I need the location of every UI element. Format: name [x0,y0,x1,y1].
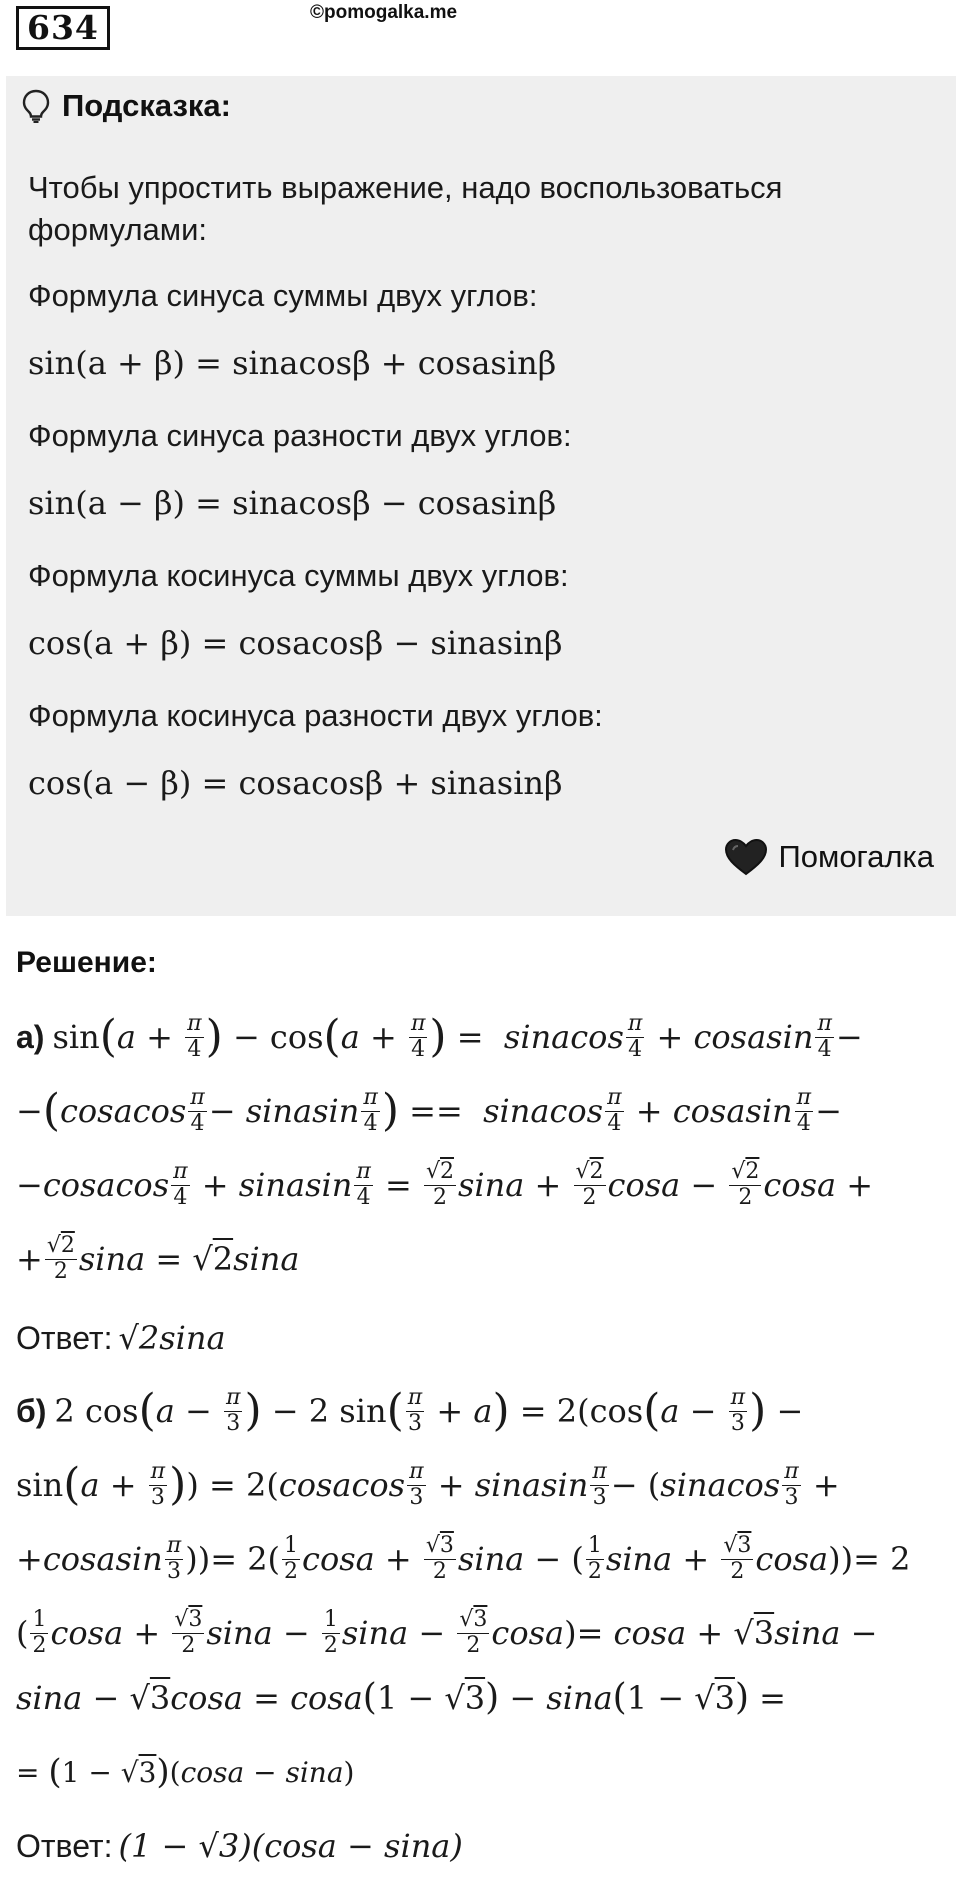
solution-a-line1: а) sin ( a + $\frac{\pi}{4}$ ) − cos ( a + $\frac{\pi}{4}$ ) = sinacos $\frac{\pi}{4}$ + cosasin $\frac{\pi}{4}$ − [16,1011,863,1062]
solution-a-line3: − cosacos $\frac{\pi}{4}$ + sinasin $\frac{\pi}{4}$ = $\frac{√2}{2}$ sina + $\frac{√2}{2}$ cosa − $\frac{√2}{2}$ cosa + [16,1159,874,1210]
watermark: ©pomogalka.me [310,2,458,23]
hint-formula-sin-sum: sin(a + β) = sinacosβ + cosasinβ [28,344,557,382]
solution-a-line4: + $\frac{√2}{2}$ sina = √ 2 sina [16,1233,300,1284]
hint-caption-sin-diff: Формула синуса разности двух углов: [28,418,572,453]
solution-a-line2: − ( cosacos $\frac{\pi}{4}$ − sinasin $\frac{\pi}{4}$ ) == sinacos $\frac{\pi}{4}$ + cosasin $\frac{\pi}{4}$ − [16,1085,842,1136]
problem-number: 634 [16,6,110,50]
part-b-label: б) [16,1392,47,1429]
hint-caption-cos-diff: Формула косинуса разности двух углов: [28,698,603,733]
solution-b-line4: ( $\frac{1}{2}$ cosa + $\frac{√3}{2}$ sina − $\frac{1}{2}$ sina − $\frac{√3}{2}$ cosa )= cosa + √ 3 sina − [16,1607,878,1658]
hint-caption-cos-sum: Формула косинуса суммы двух углов: [28,558,569,593]
hint-header [22,88,231,124]
brand-mark [724,838,934,876]
brand-label: Помогалка [778,839,934,874]
solution-title: Решение: [16,946,157,979]
lightbulb-icon [22,89,50,123]
answer-b [16,1818,463,1874]
hint-title: Подсказка: [62,88,231,123]
hint-formula-sin-diff: sin(a − β) = sinacosβ − cosasinβ [28,484,557,522]
hint-intro-line2: формулами: [28,212,208,247]
solution-b-line2: sin ( a + $\frac{\pi}{3}$ ) ) = 2( cosacos $\frac{\pi}{3}$ + sinasin $\frac{\pi}{3}$ − ( sinacos $\frac{\pi}{3}$ + [16,1459,840,1510]
solution-b-line1: б) 2 cos ( a − $\frac{\pi}{3}$ ) − 2 sin ( $\frac{\pi}{3}$ + a ) = 2(cos ( a − $\frac{\pi}{3}$ ) − [16,1385,804,1436]
answer-b-label: Ответ: [16,1827,113,1864]
hint-caption-sin-sum: Формула синуса суммы двух углов: [28,278,538,313]
solution-b-line6: = ( 1 − √ 3 ) ( cosa − sina ) [16,1752,355,1792]
hint-panel [6,76,956,916]
solution-b-line5: sina − √ 3 cosa = cosa ( 1 − √ 3 ) − sina ( 1 − √ 3 ) = [16,1677,786,1718]
heart-icon [724,838,768,876]
hint-formula-cos-sum: cos(a + β) = cosacosβ − sinasinβ [28,624,563,662]
answer-b-value: (1 − √3)(cosa − sina) [118,1827,463,1865]
answer-a-label: Ответ: [16,1319,113,1356]
answer-a-value: √2sina [118,1319,226,1357]
hint-formula-cos-diff: cos(a − β) = cosacosβ + sinasinβ [28,764,563,802]
part-a-label: а) [16,1018,45,1055]
hint-intro-line1: Чтобы упростить выражение, надо воспользоваться [28,170,783,205]
solution-b-line3: + cosasin $\frac{\pi}{3}$ ))= 2( $\frac{1}{2}$ cosa + $\frac{√3}{2}$ sina − ( $\frac{1}{2}$ sina + $\frac{√3}{2}$ cosa ))= 2 [16,1533,911,1584]
answer-a [16,1312,226,1364]
